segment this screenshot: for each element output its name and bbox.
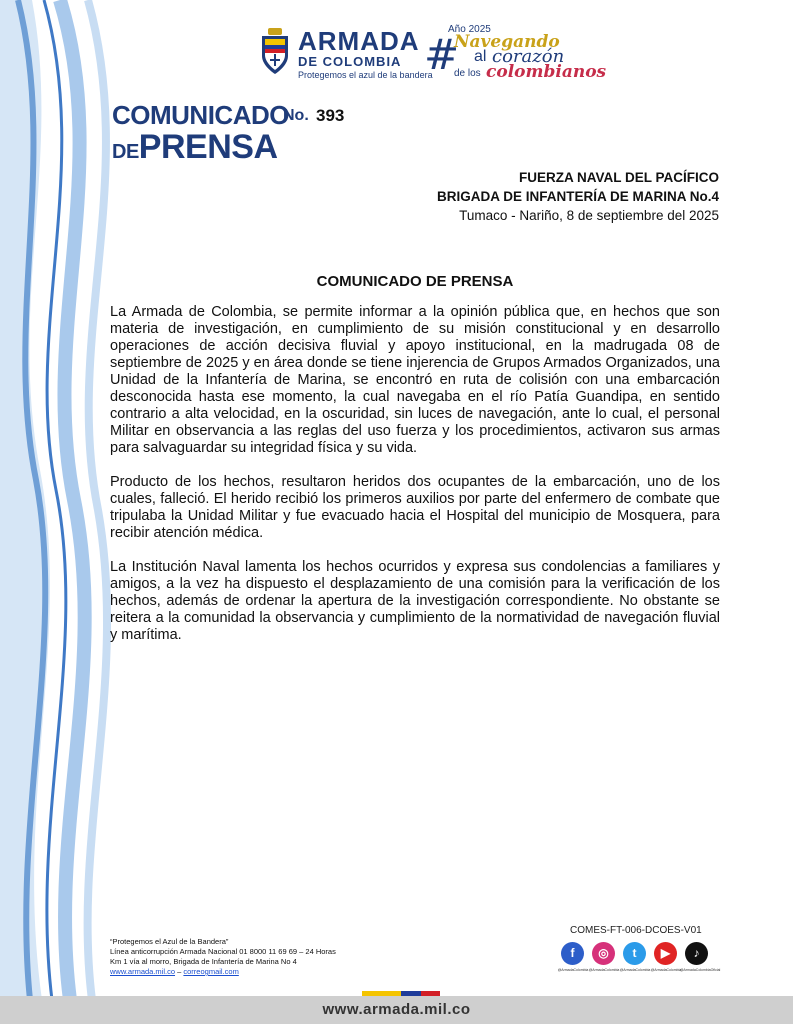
release-number: 393 bbox=[316, 106, 345, 125]
issuer-line2: BRIGADA DE INFANTERÍA DE MARINA No.4 bbox=[436, 189, 719, 204]
campaign-de-los: de los bbox=[454, 68, 481, 79]
place-date: Tumaco - Nariño, 8 de septiembre del 2025 bbox=[459, 208, 719, 223]
release-number-label: No. bbox=[283, 107, 309, 124]
campaign-line3: colombianos bbox=[486, 62, 607, 82]
facebook-icon[interactable]: f bbox=[561, 942, 584, 965]
tiktok-icon[interactable]: ♪ bbox=[685, 942, 708, 965]
campaign-line1: Navegando bbox=[454, 32, 560, 52]
instagram-icon[interactable]: ◎ bbox=[592, 942, 615, 965]
social-handle: @ArmadaColombia bbox=[650, 968, 682, 972]
release-title-line1: COMUNICADO bbox=[112, 100, 289, 130]
social-icons bbox=[559, 942, 723, 978]
armada-logo bbox=[258, 22, 433, 82]
campaign-logo bbox=[424, 24, 607, 84]
document-body bbox=[110, 304, 720, 661]
site-url[interactable]: www.armada.mil.co bbox=[322, 1001, 471, 1018]
website-link[interactable]: www.armada.mil.co bbox=[110, 967, 176, 976]
social-handle: @ArmadaColombia bbox=[557, 968, 589, 972]
twitter-icon[interactable]: t bbox=[623, 942, 646, 965]
paragraph: La Institución Naval lamenta los hechos ocurridos y expresa sus condolencias a familiares y amigos, a la vez ha dispuesto el desplazamiento de una comisión para la verificación de los hechos, además de ordenar la apertura de la investigación correspondiente. No obstante se reitera a la comunidad la observancia y cumplimiento de la normatividad de navegación fluvial y marítima. bbox=[110, 559, 720, 643]
footer-hotline: Línea anticorrupción Armada Nacional 01 8000 11 69 69 – 24 Horas bbox=[110, 947, 336, 956]
paragraph: La Armada de Colombia, se permite informar a la opinión pública que, en hechos que son materia de investigación, en cumplimiento de su misión constitucional y en desarrollo operaciones de acción decisiva fluvial y apoyo institucional, en la madrugada 08 de septiembre de 2025 y en área donde se tiene injerencia de Grupos Armados Organizados, una Unidad de la Infantería de Marina, se encontró en ruta de colisión con una embarcación desconocida hasta ese momento, la cual navegaba en el río Patía Guandipa, en sentido contrario a alta velocidad, en la oscuridad, sin luces de navegación, ante lo cual, el personal Militar en observancia a las reglas del uso fuerza y los procedimientos, activaron sus armas para salvaguardar su integridad física y su vida. bbox=[110, 304, 720, 456]
naval-emblem-icon bbox=[258, 26, 292, 76]
brand-name: ARMADA bbox=[298, 26, 420, 56]
email-link[interactable]: correogmail.com bbox=[183, 967, 239, 976]
campaign-year: Año 2025 bbox=[448, 24, 491, 35]
link-separator: – bbox=[177, 967, 182, 976]
footer-address: Km 1 vía al morro, Brigada de Infantería de Marina No 4 bbox=[110, 957, 297, 966]
release-title-line2: PRENSA bbox=[138, 128, 278, 166]
release-title-line2-wrap bbox=[112, 128, 278, 167]
campaign-hash: # bbox=[424, 30, 460, 79]
footer-links bbox=[110, 967, 336, 977]
release-title-de: DE bbox=[112, 141, 139, 163]
document-code: COMES-FT-006-DCOES-V01 bbox=[570, 925, 702, 936]
campaign-al: al bbox=[474, 48, 487, 65]
youtube-icon[interactable]: ▶ bbox=[654, 942, 677, 965]
issuer-line1: FUERZA NAVAL DEL PACÍFICO bbox=[518, 170, 719, 185]
brand-motto: Protegemos el azul de la bandera bbox=[298, 70, 433, 80]
footer-motto: “Protegemos el Azul de la Bandera” bbox=[110, 937, 229, 946]
document-heading: COMUNICADO DE PRENSA bbox=[316, 273, 514, 290]
social-handle: @ArmadaColombiaOficial bbox=[680, 968, 721, 972]
brand-country: DE COLOMBIA bbox=[298, 54, 402, 69]
footer-contact bbox=[110, 937, 336, 977]
social-handle: @ArmadaColombia bbox=[588, 968, 620, 972]
issuer-block bbox=[437, 168, 719, 225]
paragraph: Producto de los hechos, resultaron heridos dos ocupantes de la embarcación, uno de los cuales, falleció. El herido recibió los primeros auxilios por parte del enfermero de combate que tripulaba la Unidad Militar y fue evacuado hacia el Hospital del municipio de Mosquera, para recibir atención médica. bbox=[110, 474, 720, 541]
social-handle: @ArmadaColombia bbox=[619, 968, 651, 972]
campaign-line2: corazón bbox=[492, 46, 565, 67]
